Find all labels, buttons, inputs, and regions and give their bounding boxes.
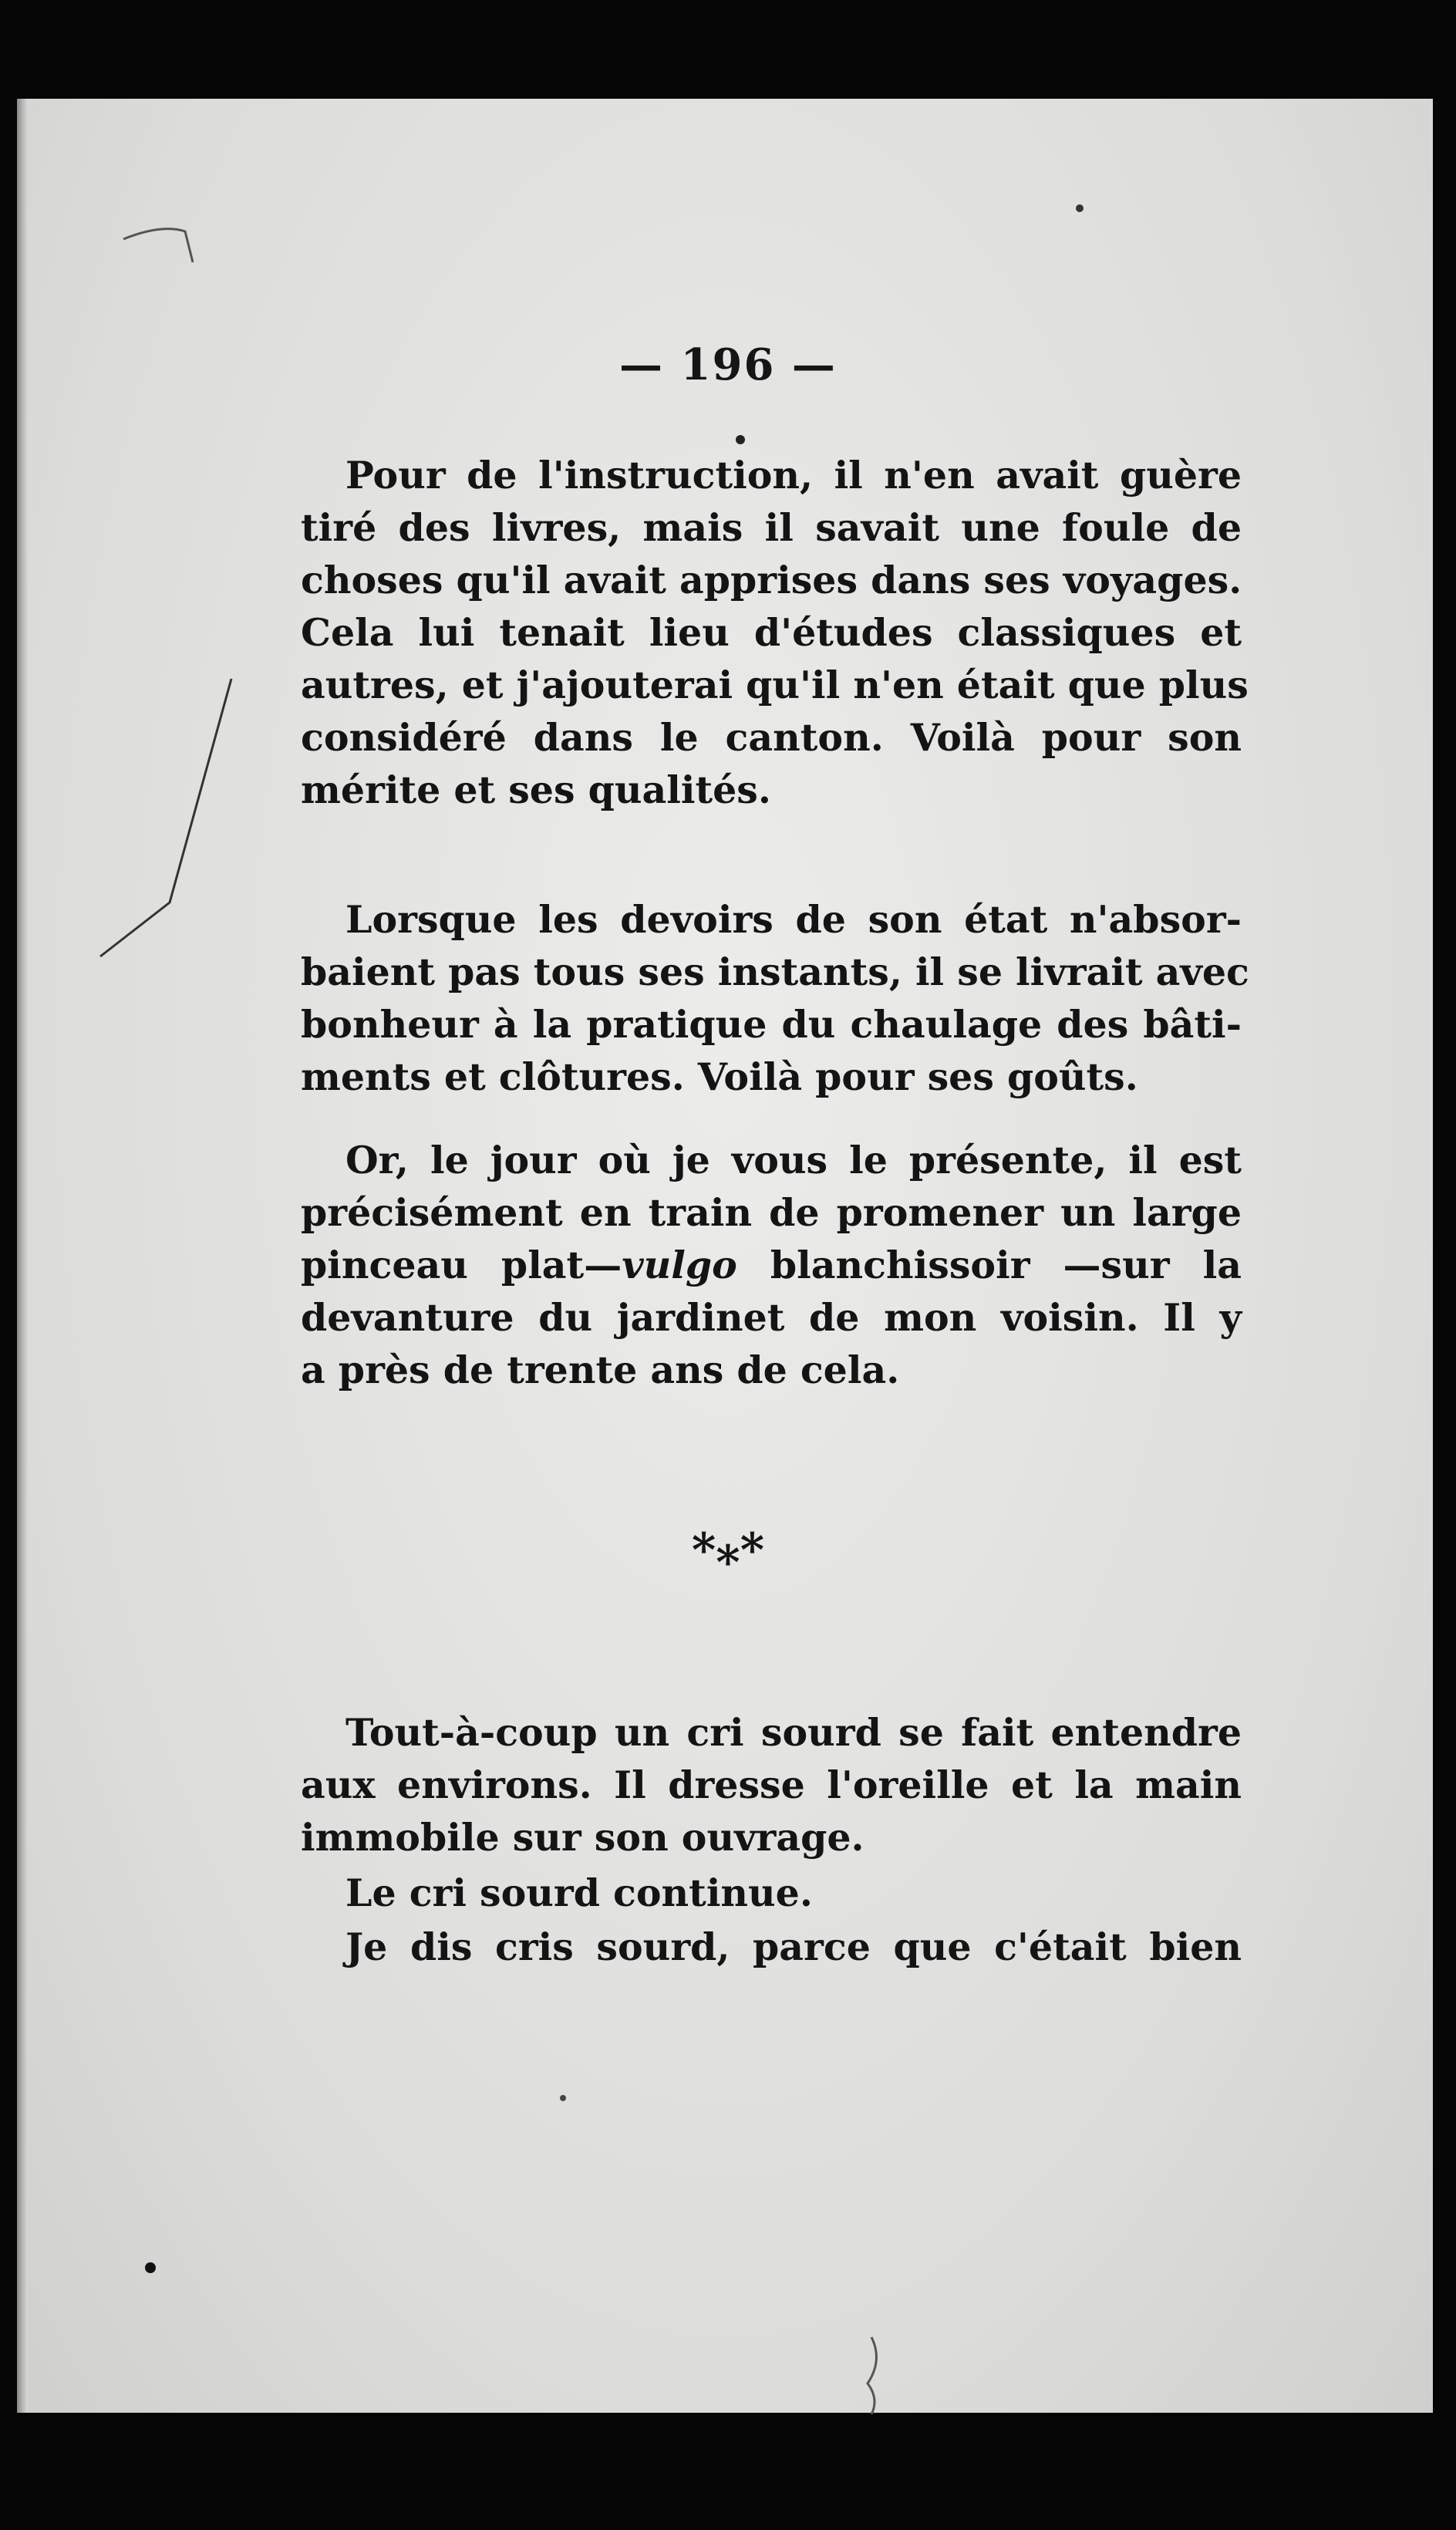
paragraph-6 bbox=[301, 1921, 1242, 1973]
text-line: autres, et j'ajouterai qu'il n'en était que plus bbox=[301, 663, 1249, 707]
paragraph-5 bbox=[301, 1867, 1242, 1919]
asterisk-right: * bbox=[740, 1523, 765, 1577]
paragraph-4 bbox=[301, 1706, 1242, 1864]
text-line: Tout-à-coup un cri sourd se fait entendre bbox=[345, 1710, 1242, 1755]
text-line: Lorsque les devoirs de son état n'absor- bbox=[345, 897, 1242, 942]
text-line: Je dis cris sourd, parce que c'était bien bbox=[345, 1924, 1242, 1969]
text-line: Pour de l'instruction, il n'en avait guère bbox=[345, 453, 1242, 498]
page-number: — 196 — bbox=[619, 339, 837, 390]
page-edge bbox=[17, 99, 28, 2413]
paragraph-1 bbox=[301, 449, 1249, 816]
text-line: Or, le jour où je vous le présente, il est bbox=[345, 1138, 1242, 1182]
text-line-with-italic bbox=[301, 1239, 1242, 1291]
asterisk-left: * bbox=[691, 1523, 716, 1577]
text-line: devanture du jardinet de mon voisin. Il y bbox=[301, 1295, 1242, 1340]
text-line: considéré dans le canton. Voilà pour son bbox=[301, 715, 1242, 760]
text-line: Le cri sourd continue. bbox=[345, 1871, 813, 1915]
paragraph-2 bbox=[301, 893, 1249, 1103]
asterism-divider bbox=[0, 1523, 1456, 1590]
text-line: a près de trente ans de cela. bbox=[301, 1348, 900, 1392]
text-line: choses qu'il avait apprises dans ses voyages. bbox=[301, 558, 1242, 602]
text-line: Cela lui tenait lieu d'études classiques et bbox=[301, 610, 1242, 655]
asterisk-middle: * bbox=[716, 1536, 740, 1590]
paragraph-3 bbox=[301, 1134, 1242, 1396]
text-line: bonheur à la pratique du chaulage des bâti- bbox=[301, 1002, 1242, 1047]
text-line: tiré des livres, mais il savait une foule de bbox=[301, 505, 1242, 550]
text-line: baient pas tous ses instants, il se livrait avec bbox=[301, 950, 1249, 994]
text-segment: blanchissoir —sur la bbox=[736, 1243, 1242, 1287]
text-line: mérite et ses qualités. bbox=[301, 767, 771, 812]
text-line: immobile sur son ouvrage. bbox=[301, 1815, 865, 1860]
text-segment: pinceau plat— bbox=[301, 1243, 622, 1287]
text-line: aux environs. Il dresse l'oreille et la main bbox=[301, 1763, 1242, 1807]
italic-word: vulgo bbox=[622, 1243, 737, 1287]
text-line: ments et clôtures. Voilà pour ses goûts. bbox=[301, 1054, 1138, 1099]
text-line: précisément en train de promener un large bbox=[301, 1190, 1242, 1235]
